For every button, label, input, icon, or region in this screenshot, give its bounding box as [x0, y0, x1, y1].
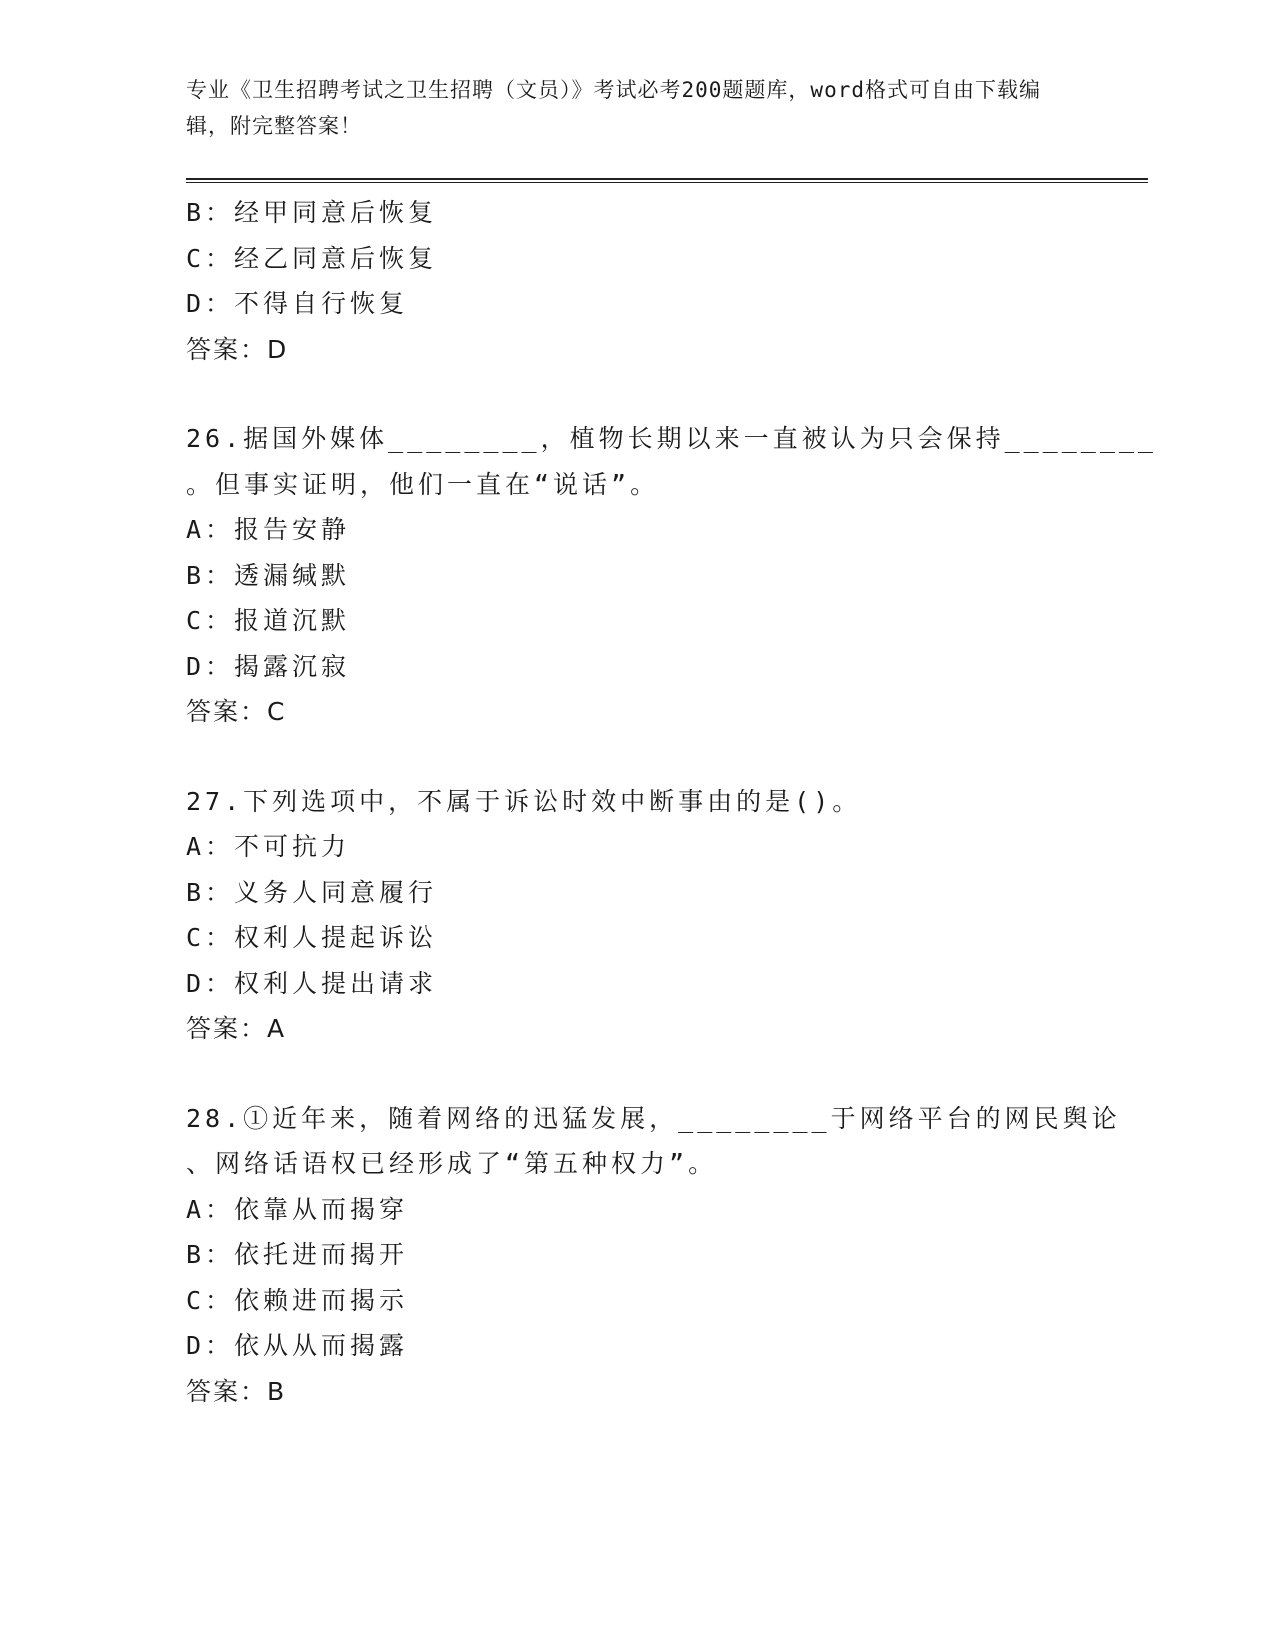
question-27 — [186, 779, 1076, 1052]
option-b: B：透漏缄默 — [186, 560, 351, 590]
question-stem-line1: 26.据国外媒体________，植物长期以来一直被认为只会保持________ — [186, 424, 1157, 453]
question-26 — [186, 416, 1157, 735]
option-b: B：经甲同意后恢复 — [186, 198, 438, 227]
option-b: B：依托进而揭开 — [186, 1240, 409, 1269]
header-divider-thick — [186, 178, 1148, 180]
question-list — [186, 190, 1157, 1414]
option-d: D：揭露沉寂 — [186, 651, 351, 681]
option-b: B：义务人同意履行 — [186, 877, 438, 907]
answer: 答案：B — [186, 1376, 287, 1406]
option-c: C：经乙同意后恢复 — [186, 243, 438, 273]
option-d: D：依从从而揭露 — [186, 1331, 409, 1360]
option-c: C：权利人提起诉讼 — [186, 923, 438, 952]
option-a: A：依靠从而揭穿 — [186, 1194, 409, 1224]
question-stem-line2: 、网络话语权已经形成了“第五种权力”。 — [186, 1149, 718, 1178]
option-d: D：不得自行恢复 — [186, 289, 409, 318]
option-a: A：不可抗力 — [186, 832, 351, 861]
answer: 答案：C — [186, 697, 287, 726]
question-28 — [186, 1096, 1121, 1415]
option-c: C：依赖进而揭示 — [186, 1285, 409, 1315]
header-intro: 专业《卫生招聘考试之卫生招聘（文员）》考试必考200题题库，word格式可自由下载编辑，附完整答案！ — [186, 78, 1041, 138]
option-d: D：权利人提出请求 — [186, 968, 438, 998]
option-a: A：报告安静 — [186, 515, 351, 544]
question-stem-line1: 28.①近年来，随着网络的迅猛发展，________于网络平台的网民舆论 — [186, 1103, 1121, 1133]
question-stem-line1: 27.下列选项中，不属于诉讼时效中断事由的是()。 — [186, 786, 862, 816]
answer: 答案：D — [186, 334, 289, 364]
answer: 答案：A — [186, 1014, 287, 1043]
continued-question — [186, 190, 1076, 372]
question-stem-line2: 。但事实证明，他们一直在“说话”。 — [186, 469, 660, 499]
option-c: C：报道沉默 — [186, 606, 351, 635]
header-divider-thin — [186, 182, 1148, 183]
